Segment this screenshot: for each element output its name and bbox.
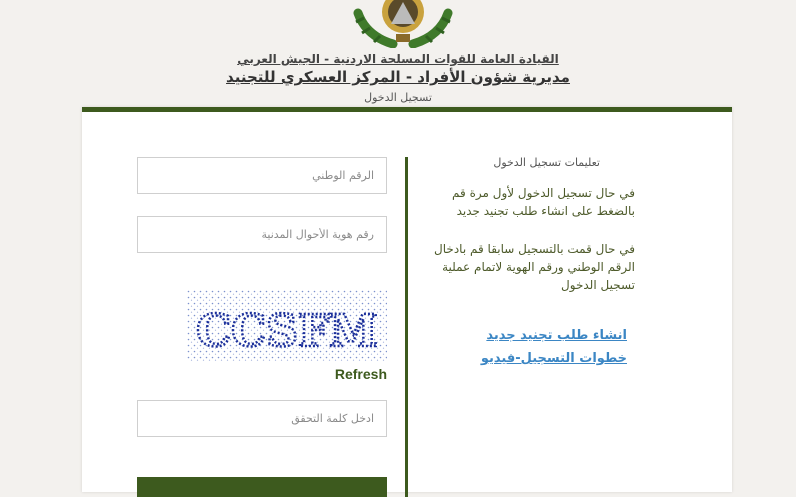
instructions-paragraph-first-login: في حال تسجيل الدخول لأول مرة قم بالضغط على انشاء طلب تجنيد جديد (452, 186, 635, 218)
refresh-captcha-button[interactable]: Refresh (334, 366, 387, 382)
instructions-paragraph-returning: في حال قمت بالتسجيل سابقا قم بادخال الرقم الوطني ورقم الهوية لاتمام عملية تسجيل الدخول (434, 242, 635, 292)
svg-text:CCSFM: CCSFM (196, 306, 378, 357)
login-card (82, 107, 732, 492)
national-id-input[interactable] (137, 157, 387, 194)
instructions-title: تعليمات تسجيل الدخول (493, 156, 600, 169)
new-recruitment-request-link[interactable]: انشاء طلب تجنيد جديد (486, 328, 627, 343)
registration-steps-video-link[interactable]: خطوات التسجيل-فيديو (480, 351, 627, 366)
header-line2: مديرية شؤون الأفراد - المركز العسكري للتجنيد (226, 68, 570, 86)
header-line1: القيادة العامة للقوات المسلحة الاردنية - الجيش العربي (237, 52, 559, 66)
captcha-code-input[interactable] (137, 400, 387, 437)
column-divider (405, 157, 408, 497)
login-button[interactable] (137, 477, 387, 497)
captcha-image (187, 290, 387, 362)
army-emblem-icon (338, 0, 468, 48)
page-title: تسجيل الدخول (364, 91, 432, 104)
civil-id-input[interactable] (137, 216, 387, 253)
